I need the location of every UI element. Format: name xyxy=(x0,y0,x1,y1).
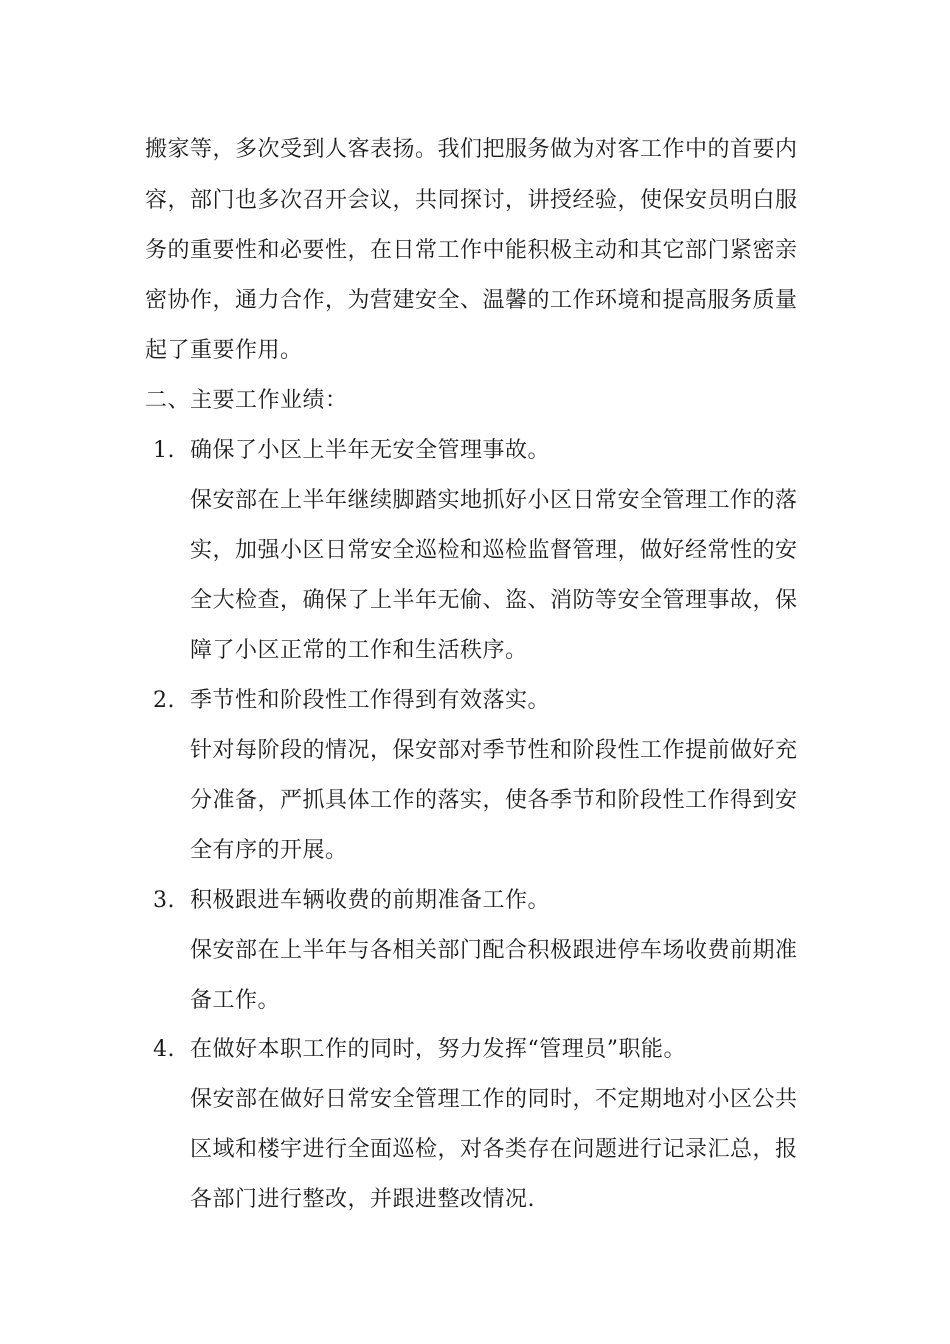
item-body-line: 保安部在做好日常安全管理工作的同时，不定期地对小区公共 xyxy=(190,1087,798,1112)
item-number: 1. xyxy=(153,438,175,463)
item-body-line: 全有序的开展。 xyxy=(190,838,348,863)
item-title: 在做好本职工作的同时，努力发挥“管理员”职能。 xyxy=(190,1037,686,1062)
intro-line: 搬家等，多次受到人客表扬。我们把服务做为对客工作中的首要内 xyxy=(145,137,798,162)
item-body-line: 全大检查，确保了上半年无偷、盗、消防等安全管理事故，保 xyxy=(190,588,798,613)
item-body-line: 区域和楼宇进行全面巡检，对各类存在问题进行记录汇总，报 xyxy=(190,1137,798,1162)
item-body-line: 各部门进行整改，并跟进整改情况. xyxy=(190,1187,535,1212)
item-body-line: 实，加强小区日常安全巡检和巡检监督管理，做好经常性的安 xyxy=(190,538,798,563)
intro-line: 务的重要性和必要性，在日常工作中能积极主动和其它部门紧密亲 xyxy=(145,238,798,263)
item-number: 3. xyxy=(153,888,175,913)
item-body-line: 分准备，严抓具体工作的落实，使各季节和阶段性工作得到安 xyxy=(190,788,798,813)
item-body-line: 保安部在上半年继续脚踏实地抓好小区日常安全管理工作的落 xyxy=(190,488,798,513)
intro-line: 密协作，通力合作，为营建安全、温馨的工作环境和提高服务质量 xyxy=(145,288,798,313)
item-number: 2. xyxy=(153,688,175,713)
item-number: 4. xyxy=(153,1037,175,1062)
section-heading: 二、主要工作业绩： xyxy=(145,388,348,413)
item-body-line: 备工作。 xyxy=(190,988,281,1013)
item-body-line: 障了小区正常的工作和生活秩序。 xyxy=(190,638,528,663)
item-body-line: 针对每阶段的情况，保安部对季节性和阶段性工作提前做好充 xyxy=(190,738,798,763)
item-title: 确保了小区上半年无安全管理事故。 xyxy=(190,438,551,463)
intro-line: 容，部门也多次召开会议，共同探讨，讲授经验，使保安员明白服 xyxy=(145,188,798,213)
item-body-line: 保安部在上半年与各相关部门配合积极跟进停车场收费前期准 xyxy=(190,938,798,963)
item-title: 季节性和阶段性工作得到有效落实。 xyxy=(190,688,551,713)
item-title: 积极跟进车辆收费的前期准备工作。 xyxy=(190,888,551,913)
intro-line: 起了重要作用。 xyxy=(145,338,303,363)
